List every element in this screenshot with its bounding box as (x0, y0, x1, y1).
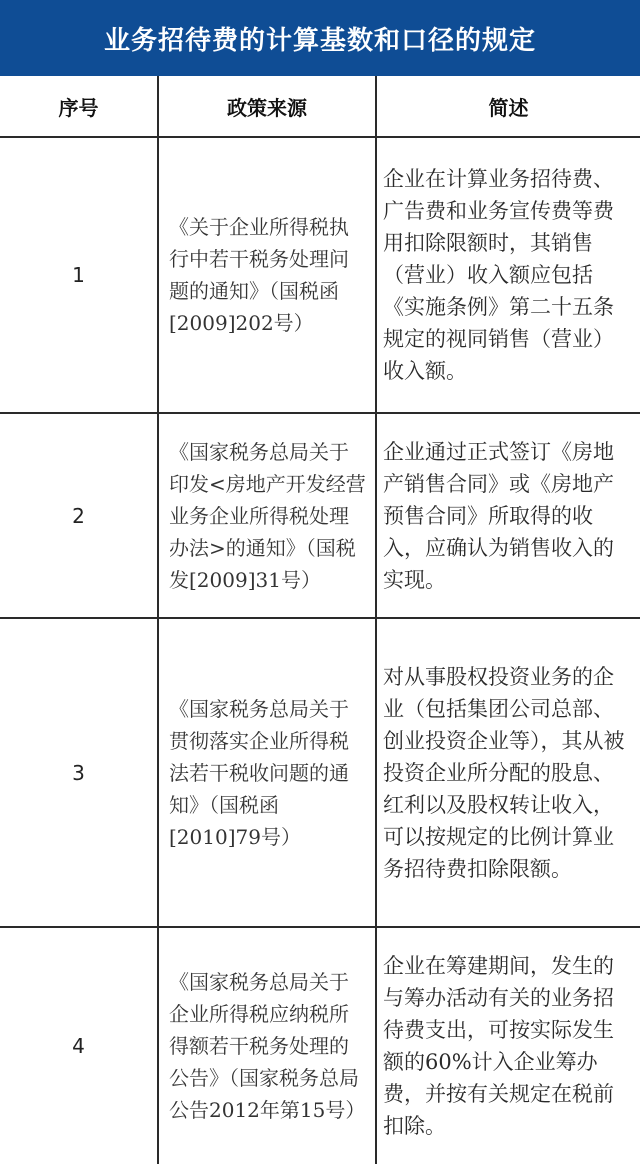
row-number: 4 (0, 927, 158, 1164)
header-source: 政策来源 (158, 76, 376, 137)
title-banner (0, 0, 640, 76)
policy-summary: 企业在计算业务招待费、广告费和业务宣传费等费用扣除限额时，其销售（营业）收入额应包括《实施条例》第二十五条规定的视同销售（营业）收入额。 (376, 137, 640, 413)
table-row (0, 927, 640, 1164)
policy-summary: 企业通过正式签订《房地产销售合同》或《房地产预售合同》所取得的收入，应确认为销售收入的实现。 (376, 413, 640, 618)
table-row (0, 413, 640, 618)
row-number: 2 (0, 413, 158, 618)
policy-source: 《关于企业所得税执行中若干税务处理问题的通知》（国税函[2009]202号） (158, 137, 376, 413)
table-row (0, 618, 640, 927)
header-row (0, 76, 640, 137)
policy-table (0, 76, 640, 1164)
policy-summary: 对从事股权投资业务的企业（包括集团公司总部、创业投资企业等），其从被投资企业所分配的股息、红利以及股权转让收入，可以按规定的比例计算业务招待费扣除限额。 (376, 618, 640, 927)
header-no: 序号 (0, 76, 158, 137)
policy-source: 《国家税务总局关于企业所得税应纳税所得额若干税务处理的公告》（国家税务总局公告2012年第15号） (158, 927, 376, 1164)
row-number: 3 (0, 618, 158, 927)
policy-summary: 企业在筹建期间，发生的与筹办活动有关的业务招待费支出，可按实际发生额的60%计入企业筹办费，并按有关规定在税前扣除。 (376, 927, 640, 1164)
page-title: 业务招待费的计算基数和口径的规定 (103, 25, 536, 56)
policy-source: 《国家税务总局关于贯彻落实企业所得税法若干税收问题的通知》（国税函[2010]79号） (158, 618, 376, 927)
table-row (0, 137, 640, 413)
row-number: 1 (0, 137, 158, 413)
header-summary: 简述 (376, 76, 640, 137)
policy-source: 《国家税务总局关于印发<房地产开发经营业务企业所得税处理办法>的通知》（国税发[2009]31号） (158, 413, 376, 618)
